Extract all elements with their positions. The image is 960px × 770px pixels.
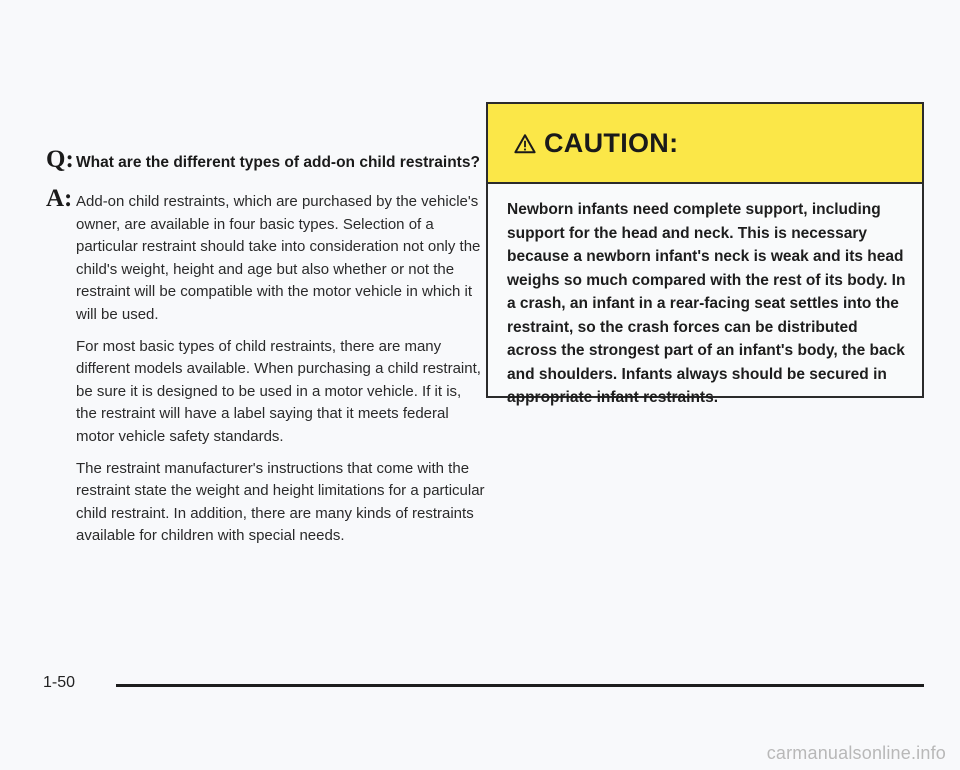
answer-paragraph-3: The restraint manufacturer's instructions that come with the restraint state the weight and height limitations for a particular child restraint. In addition, there are many kinds of restraints available for children with special needs. <box>76 459 485 545</box>
answer-paragraph-2: For most basic types of child restraints, there are many different models available. When purchasing a child restraint, be sure it is designed to be used in a motor vehicle. If it is, the restraint will have a label saying that it meets federal motor vehicle safety standards. <box>76 337 481 445</box>
caution-box <box>486 102 924 406</box>
answer-marker: A: <box>46 185 73 212</box>
caution-body: Newborn infants need complete support, including support for the head and neck. This is necessary because a newborn infant's neck is weak and its head weighs so much compared with the rest of its body. In a crash, an infant in a rear-facing seat settles into the restraint, so the crash forces can be distributed across the strongest part of an infant's body, the back and shoulders. Infants always should be secured in appropriate infant restraints. <box>507 201 906 406</box>
answer-paragraph-1: Add-on child restraints, which are purchased by the vehicle's owner, are available in four basic types. Selection of a particular restraint should take into consideration not only the child's weight, height and age but also whether or not the restraint will be compatible with the motor vehicle in which it will be used. <box>76 193 481 323</box>
qa-section <box>46 146 486 557</box>
page-number: 1-50 <box>43 674 76 691</box>
question-block <box>46 146 486 173</box>
watermark: carmanualsonline.info <box>766 743 946 763</box>
footer-rule <box>116 684 924 687</box>
warning-triangle-icon <box>514 133 536 155</box>
caution-title: CAUTION: <box>544 127 679 158</box>
answer-block <box>46 185 486 548</box>
question-marker: Q: <box>46 146 74 173</box>
question-text: What are the different types of add-on child restraints? <box>76 154 480 171</box>
caution-header <box>488 104 922 184</box>
